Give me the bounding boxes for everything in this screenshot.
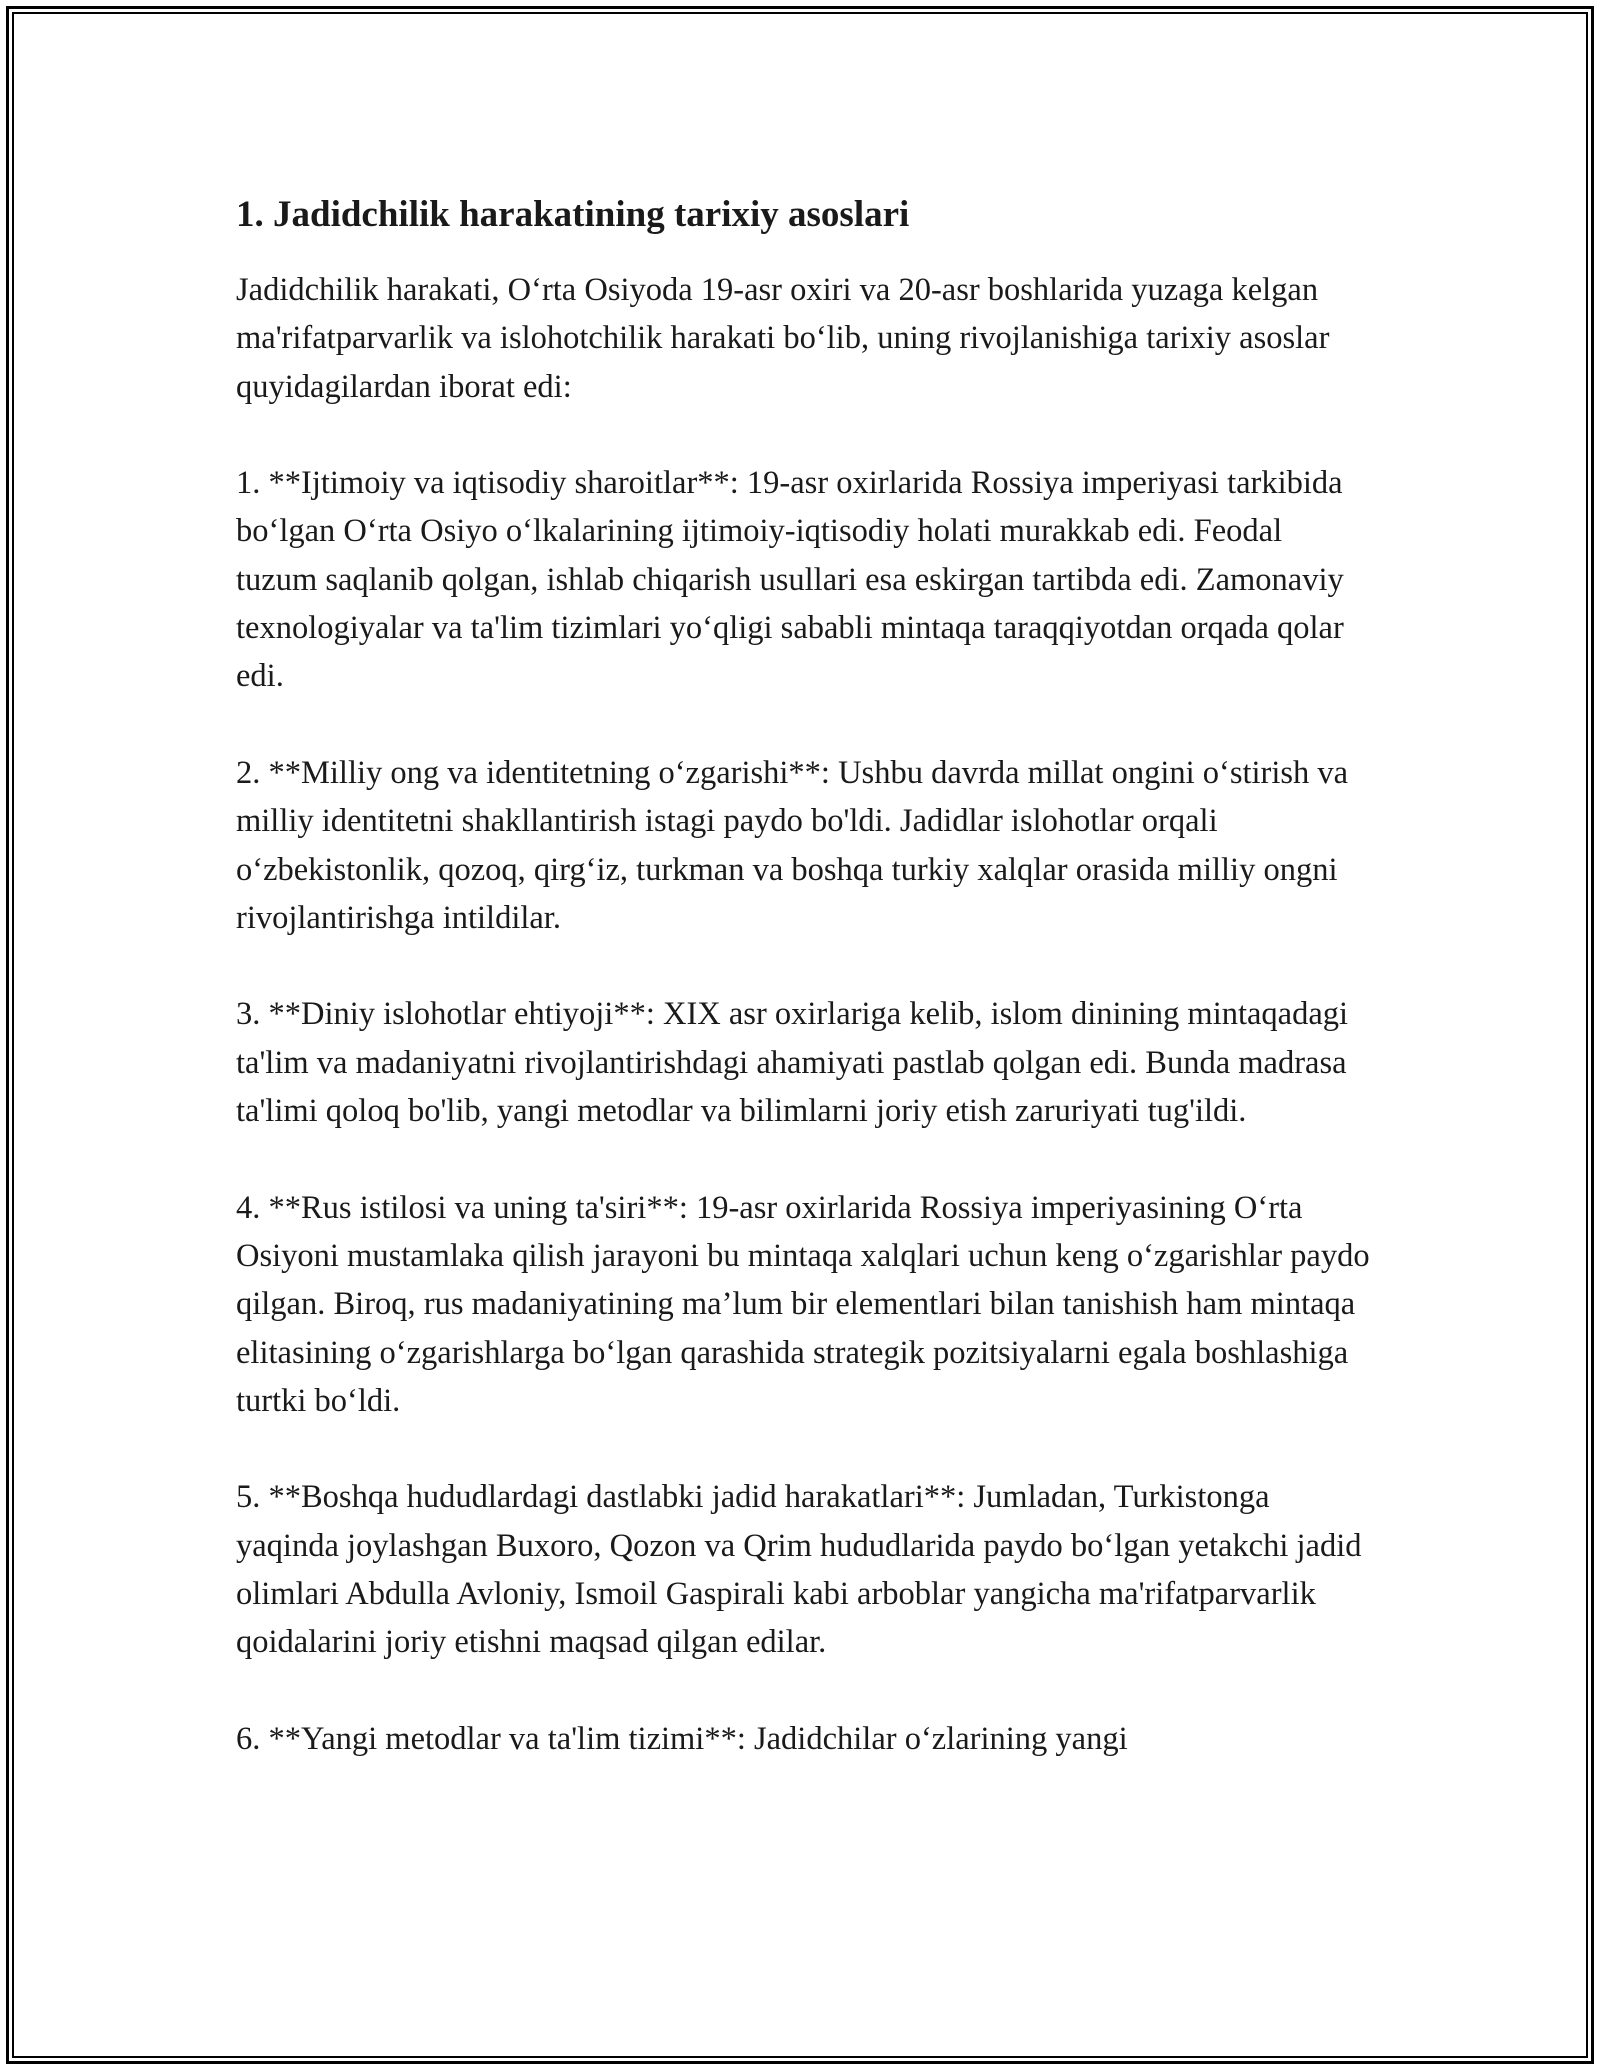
list-item-paragraph: 5. **Boshqa hududlardagi dastlabki jadid harakatlari**: Jumladan, Turkistonga yaqinda joylashgan Buxoro, Qozon va Qrim hududlarida paydo bo‘lgan yetakchi jadid olimlari Abdulla Avloniy, Ismoil Gaspirali kabi arboblar yangicha ma'rifatparvarlik qoidalarini joriy etishni maqsad qilgan edilar. [236, 1479, 1362, 1661]
list-item-paragraph: 3. **Diniy islohotlar ehtiyoji**: XIX asr oxirlariga kelib, islom dinining mintaqadagi ta'lim va madaniyatni rivojlantirishdagi ahamiyati pastlab qolgan edi. Bunda madrasa ta'limi qoloq bo'lib, yangi metodlar va bilimlarni joriy etish zaruriyati tug'ildi. [236, 996, 1349, 1130]
list-item-paragraph: 6. **Yangi metodlar va ta'lim tizimi**: Jadidchilar o‘zlarining yangi [236, 1720, 1128, 1757]
list-item-paragraph: 2. **Milliy ong va identitetning o‘zgarishi**: Ushbu davrda millat ongini o‘stirish va milliy identitetni shakllantirish istagi paydo bo'ldi. Jadidlar islohotlar orqali o‘zbekistonlik, qozoq, qirg‘iz, turkman va boshqa turkiy xalqlar orasida milliy ongni rivojlantirishga intildilar. [236, 754, 1349, 936]
document-heading: 1. Jadidchilik harakatining tarixiy asoslari [236, 194, 910, 235]
intro-paragraph: Jadidchilik harakati, O‘rta Osiyoda 19-asr oxiri va 20-asr boshlarida yuzaga kelgan ma'rifatparvarlik va islohotchilik harakati bo‘lib, uning rivojlanishiga tarixiy asoslar quyidagilardan iborat edi: [236, 272, 1330, 405]
document-body [236, 186, 1371, 1812]
list-item-paragraph: 1. **Ijtimoiy va iqtisodiy sharoitlar**: 19-asr oxirlarida Rossiya imperiyasi tarkibida bo‘lgan O‘rta Osiyo o‘lkalarining ijtimoiy-iqtisodiy holati murakkab edi. Feodal tuzum saqlanib qolgan, ishlab chiqarish usullari esa eskirgan tartibda edi. Zamonaviy texnologiyalar va ta'lim tizimlari yo‘qligi sababli mintaqa taraqqiyotdan orqada qolar edi. [236, 465, 1344, 695]
list-item-paragraph: 4. **Rus istilosi va uning ta'siri**: 19-asr oxirlarida Rossiya imperiyasining O‘rta Osiyoni mustamlaka qilish jarayoni bu mintaqa xalqlari uchun keng o‘zgarishlar paydo qilgan. Biroq, rus madaniyatining ma’lum bir elementlari bilan tanishish ham mintaqa elitasining o‘zgarishlarga bo‘lgan qarashida strategik pozitsiyalarni egala boshlashiga turtki bo‘ldi. [236, 1189, 1370, 1419]
